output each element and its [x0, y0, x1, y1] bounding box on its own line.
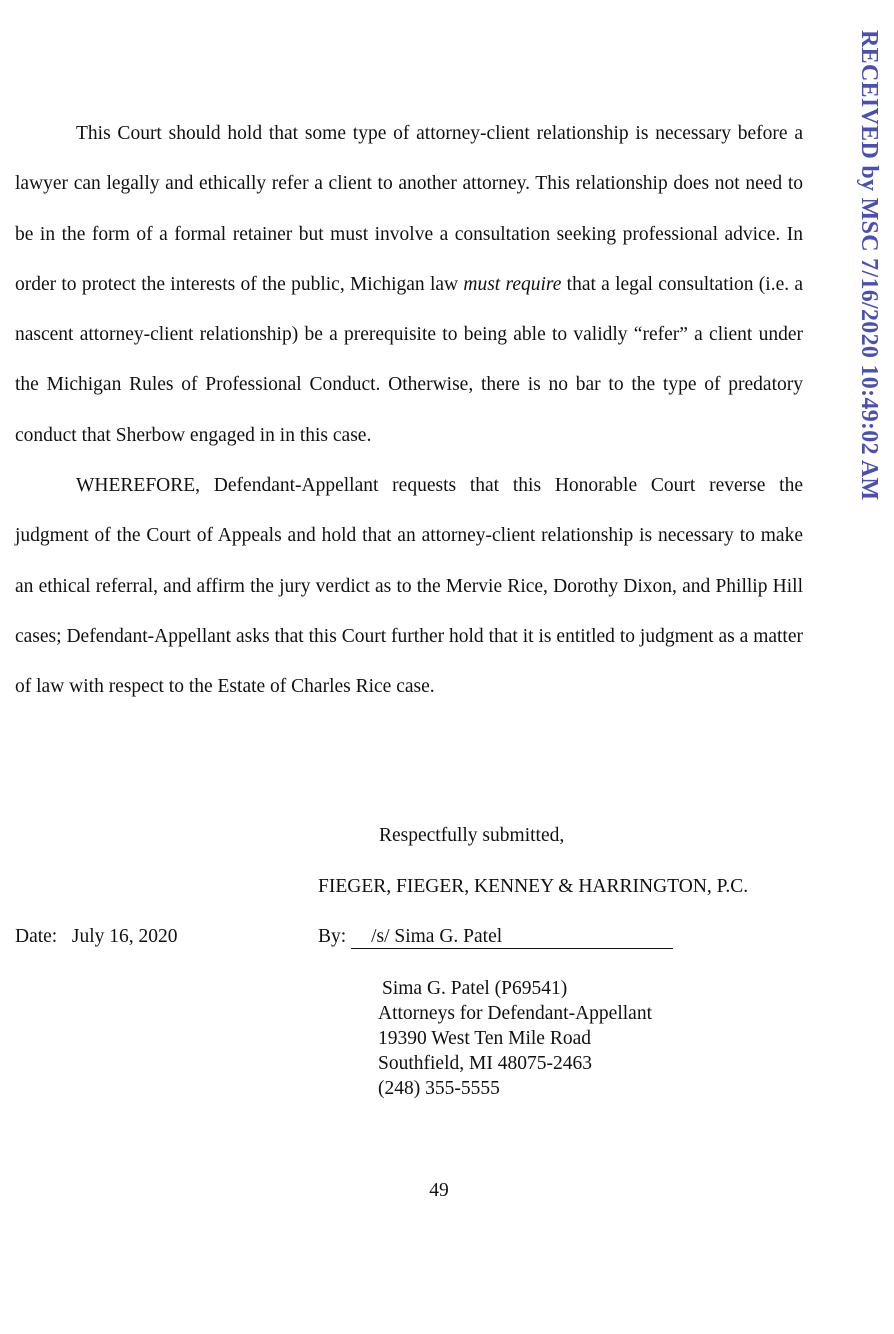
address-line: (248) 355-5555 [378, 1078, 500, 1099]
paragraph-wherefore: WHEREFORE, Defendant-Appellant requests that this Honorable Court reverse the judgment of the Court of Appeals and hold that an attorney-client relationship is necessary to make an ethical referral, and affirm the jury verdict as to the Mervie Rice, Dorothy Dixon, and Phillip Hill cases; Defendant-Appellant asks that this Court further hold that it is entitled to judgment as a matter of law with respect to the Estate of Charles Rice case. [15, 475, 803, 698]
paragraph-text: that a legal consultation (i.e. a nascent attorney-client relationship) be a prerequisite to being able to validly “refer” a client under the Michigan Rules of Professional Conduct. Otherwise, there is no bar to the type of predatory conduct that Sherbow engaged in in this case. [15, 273, 804, 446]
received-stamp: RECEIVED by MSC 7/16/2020 10:49:02 AM [856, 30, 882, 501]
paragraph-text: This Court should hold that some type of attorney-client relationship is necessary before a lawyer can legally and ethically refer a client to another attorney. This relationship does not need to be in the form of a formal retainer but must involve a consultation seeking professional advice. In order to protect the interests of the public, Michigan law [15, 123, 803, 295]
date-value: July 16, 2020 [71, 926, 178, 947]
signature-line [318, 926, 673, 949]
address-line: Attorneys for Defendant-Appellant [378, 1003, 652, 1024]
signature-text: /s/ Sima G. Patel [351, 926, 673, 949]
firm-name: FIEGER, FIEGER, KENNEY & HARRINGTON, P.C. [318, 876, 749, 897]
emphasis-text: must require [463, 273, 562, 295]
closing-text: Respectfully submitted, [379, 825, 565, 846]
by-label: By: [318, 926, 347, 947]
date-line [15, 926, 178, 948]
address-line: Sima G. Patel (P69541) [382, 978, 568, 999]
date-label: Date: [15, 926, 58, 947]
body-text [15, 109, 803, 713]
attorney-address-block [378, 976, 652, 1101]
address-line: Southfield, MI 48075-2463 [378, 1053, 592, 1074]
paragraph-reasoning [15, 109, 803, 461]
address-line: 19390 West Ten Mile Road [378, 1028, 591, 1049]
page-number: 49 [429, 1180, 449, 1201]
